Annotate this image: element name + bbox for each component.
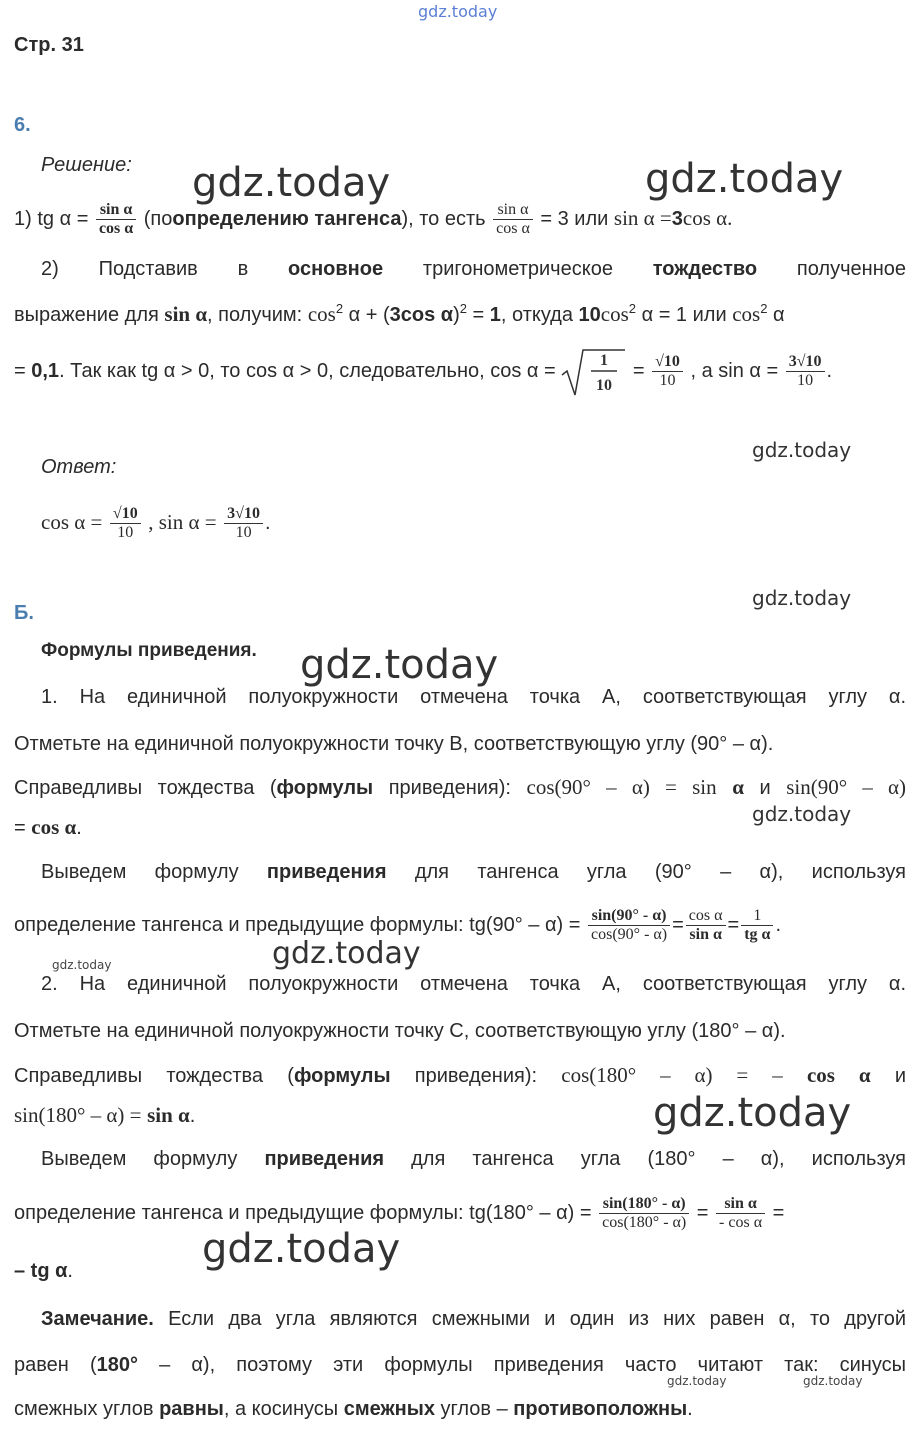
bold-term: тождество (652, 258, 758, 280)
text: , а sin α = (690, 360, 779, 382)
superscript: 2 (628, 301, 637, 316)
text: для тангенса угла (180° – α), используя (411, 1148, 906, 1170)
paragraph-line (41, 967, 906, 1001)
fraction (686, 907, 726, 945)
watermark: gdz.today (752, 438, 852, 462)
superscript: 2 (335, 301, 344, 316)
bold-term: равны (159, 1398, 224, 1420)
bold-term: 0,1 (31, 360, 60, 382)
text: . (775, 914, 782, 936)
paragraph-line (14, 900, 906, 950)
math: cos α. (682, 206, 733, 230)
math: cos (600, 302, 629, 326)
fraction-denominator: 10 (117, 524, 134, 542)
text: Справедливы тождества ( (14, 1065, 294, 1087)
text: и (759, 777, 771, 799)
square-root-sign-icon (561, 347, 627, 397)
bold-term: – tg α (14, 1260, 68, 1282)
fraction-numerator: 1 (741, 907, 773, 926)
watermark: gdz.today (667, 1374, 727, 1388)
section-title: Формулы приведения. (41, 640, 257, 661)
fraction-numerator: √10 (652, 353, 683, 372)
watermark: gdz.today (645, 156, 844, 202)
bold-term: приведения (264, 1148, 385, 1170)
text: 2. На единичной полуокружности отмечена точка А, соответствующая углу α. (41, 973, 906, 995)
bold-term: 3 (671, 208, 683, 230)
paragraph-line (41, 680, 906, 714)
text: тригонометрическое (422, 258, 613, 280)
bold-term: 10 (578, 304, 601, 326)
paragraph-line (41, 855, 906, 889)
fraction-denominator: 10 (797, 372, 814, 390)
bold-term: 3cos α (389, 304, 454, 326)
text: ), то есть (401, 208, 486, 230)
fraction (110, 505, 141, 543)
step2-line2 (14, 292, 906, 326)
text: для тангенса угла (90° – α), используя (414, 861, 906, 883)
math-bold: cos α (806, 1063, 871, 1087)
text: = (14, 360, 26, 382)
fraction-denominator: sin α (689, 926, 722, 944)
text: Отметьте на единичной полуокружности точку В, соответствующую углу (90° – α). (14, 733, 774, 755)
section-letter: Б. (14, 602, 34, 624)
math: cos (307, 302, 336, 326)
fraction-numerator: √10 (110, 505, 141, 524)
math-bold: α (732, 775, 744, 799)
text: 1. На единичной полуокружности отмечена точка А, соответствующая углу α. (41, 686, 906, 708)
superscript: 2 (459, 301, 467, 316)
bold-term: определению тангенса (172, 208, 402, 230)
text: = (696, 1202, 709, 1224)
fraction (599, 1195, 689, 1233)
fraction-numerator: 3√10 (224, 505, 263, 524)
math: cos (732, 302, 761, 326)
math: cos(180° – α) = – (561, 1063, 783, 1087)
note-line (41, 1302, 906, 1336)
page-reference: Стр. 31 (14, 34, 84, 56)
step2-line3 (14, 346, 906, 396)
math: cos(90° – α) = sin (526, 775, 717, 799)
text: = 3 или (540, 208, 609, 230)
text: Если два угла являются смежными и один из них равен α, то другой (168, 1308, 906, 1330)
fraction-denominator: cos α (496, 220, 530, 238)
step1-line (14, 198, 906, 238)
root-numerator: 1 (600, 352, 609, 370)
watermark: gdz.today (272, 936, 421, 971)
math: , sin α = (148, 510, 217, 534)
fraction (224, 505, 263, 543)
fraction-numerator: sin α (716, 1195, 765, 1214)
text: . (264, 512, 271, 534)
fraction (716, 1195, 765, 1233)
fraction (741, 907, 773, 945)
watermark: gdz.today (192, 160, 391, 206)
text: α = 1 или (641, 304, 727, 326)
text: . (189, 1105, 196, 1127)
math-bold: sin α (147, 1103, 190, 1127)
text: приведения): (388, 777, 511, 799)
math: sin α = (613, 206, 672, 230)
text: = (772, 1202, 785, 1224)
paragraph-line (14, 1058, 906, 1092)
watermark: gdz.today (752, 586, 852, 610)
bold-term: приведения (266, 861, 387, 883)
step1-prefix: 1) tg α = (14, 208, 89, 230)
fraction (588, 907, 670, 945)
step2-line1 (41, 252, 906, 286)
text: Справедливы тождества ( (14, 777, 277, 799)
solution-label: Решение: (41, 154, 132, 176)
text: , получим: (207, 304, 303, 326)
text: α + ( (348, 304, 390, 326)
text: Отметьте на единичной полуокружности точку С, соответствующую углу (180° – α). (14, 1020, 786, 1042)
note-line (14, 1392, 906, 1426)
text: приведения): (414, 1065, 538, 1087)
fraction (493, 201, 533, 239)
root-denominator: 10 (596, 377, 613, 395)
math-bold: cos α (31, 815, 77, 839)
text: . (826, 360, 833, 382)
text: α (773, 304, 785, 326)
bold-term: формулы (276, 777, 374, 799)
paragraph-line (14, 770, 906, 804)
text: равен ( (14, 1354, 97, 1376)
fraction-denominator: tg α (744, 926, 771, 944)
text: и (894, 1065, 906, 1087)
note-label: Замечание. (41, 1308, 154, 1330)
fraction (652, 353, 683, 391)
bold-term: смежных (343, 1398, 435, 1420)
text: , откуда (500, 304, 573, 326)
text: . (67, 1260, 73, 1282)
task-number: 6. (14, 114, 31, 136)
watermark: gdz.today (52, 958, 112, 972)
text: (по (143, 208, 173, 230)
bold-term: 1 (489, 304, 501, 326)
text: углов – (440, 1398, 508, 1420)
text: = (672, 914, 684, 936)
fraction-denominator: - cos α (719, 1214, 763, 1232)
paragraph-line (14, 1188, 906, 1238)
math: cos α = (41, 510, 103, 534)
fraction-numerator: cos α (686, 907, 726, 926)
text: Выведем формулу (41, 861, 239, 883)
text: определение тангенса и предыдущие формулы: tg(180° – α) = (14, 1202, 592, 1224)
fraction (786, 353, 825, 391)
answer-label: Ответ: (41, 456, 117, 478)
paragraph-line (14, 727, 906, 761)
fraction-numerator: sin α (493, 201, 533, 220)
text: , а косинусы (223, 1398, 339, 1420)
watermark: gdz.today (653, 1090, 852, 1136)
bold-term: формулы (293, 1065, 391, 1087)
text: = (14, 817, 26, 839)
text: смежных углов (14, 1398, 154, 1420)
text: . Так как tg α > 0, то cos α > 0, следовательно, cos α = (59, 360, 556, 382)
bold-term: основное (288, 258, 384, 280)
paragraph-line (14, 810, 906, 844)
bold-term: противоположны (513, 1398, 688, 1420)
watermark-top: gdz.today (418, 2, 498, 21)
paragraph-line (14, 1014, 906, 1048)
fraction (96, 201, 136, 239)
superscript: 2 (760, 301, 768, 316)
square-root (561, 346, 627, 397)
fraction-numerator: sin(180° - α) (599, 1195, 689, 1214)
fraction-numerator: sin α (96, 201, 136, 220)
math: sin(90° – α) (786, 775, 907, 799)
fraction-denominator: 10 (659, 372, 676, 390)
text: . (687, 1398, 693, 1420)
text: = (632, 360, 645, 382)
fraction-numerator: 3√10 (786, 353, 825, 372)
bold-term: 180° (96, 1354, 138, 1376)
fraction-denominator: cos(180° - α) (602, 1214, 687, 1232)
text: – α), поэтому эти формулы приведения часто читают так: синусы (159, 1354, 907, 1376)
fraction-denominator: cos α (98, 220, 134, 238)
answer-line (41, 500, 271, 544)
paragraph-line (14, 1098, 906, 1132)
paragraph-line (41, 1142, 906, 1176)
fraction-denominator: 10 (235, 524, 252, 542)
text: ) (453, 304, 460, 326)
text: полученное (796, 258, 906, 280)
fraction-numerator: sin(90° - α) (588, 907, 670, 926)
watermark: gdz.today (202, 1226, 401, 1272)
math: sin(180° – α) = (14, 1103, 142, 1127)
text: . (76, 817, 82, 839)
math-bold: sin α (164, 302, 208, 326)
text: Выведем формулу (41, 1148, 238, 1170)
text: = (727, 914, 740, 936)
watermark: gdz.today (803, 1374, 863, 1388)
text: выражение для (14, 304, 159, 326)
text: = (472, 304, 485, 326)
note-line (14, 1348, 906, 1382)
text: определение тангенса и предыдущие формулы: tg(90° – α) = (14, 914, 581, 936)
watermark: gdz.today (300, 642, 499, 688)
paragraph-line (14, 1254, 906, 1288)
fraction-denominator: cos(90° - α) (591, 926, 668, 944)
text: 2) Подставив в (41, 258, 249, 280)
watermark: gdz.today (752, 802, 852, 826)
